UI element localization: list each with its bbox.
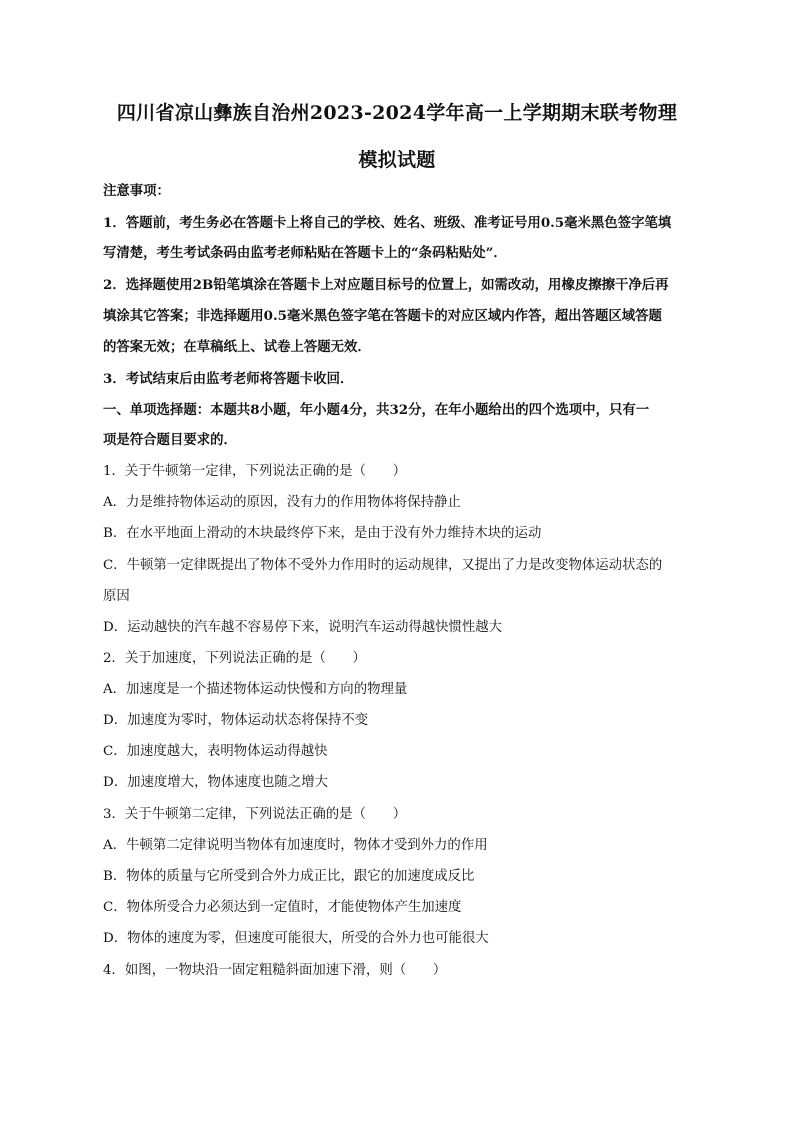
notice-item-2-line-1: 2．选择题使用2B铅笔填涂在答题卡上对应题目标号的位置上，如需改动，用橡皮擦擦干净后再 [103,277,669,293]
question-1-option-d: D．运动越快的汽车越不容易停下来，说明汽车运动得越快惯性越大 [103,620,503,635]
notice-item-1-line-2: 写清楚，考生考试条码由监考老师粘贴在答题卡上的“条码粘贴处”． [103,245,507,261]
question-1-option-c-continued: 原因 [103,589,130,604]
question-3-option-d: D．物体的速度为零，但速度可能很大，所受的合外力也可能很大 [103,931,489,946]
question-4-stem: 4．如图，一物块沿一固定粗糙斜面加速下滑，则（ ） [103,963,447,978]
question-2-option-b: D．加速度为零时，物体运动状态将保持不变 [103,713,369,728]
question-2-option-c: C．加速度越大，表明物体运动得越快 [103,744,328,759]
question-2-stem: 2．关于加速度，下列说法正确的是（ ） [103,651,366,666]
question-2-option-d: D．加速度增大，物体速度也随之增大 [103,775,328,790]
question-1-option-b: B．在水平地面上滑动的木块最终停下来，是由于没有外力维持木块的运动 [103,526,542,541]
notice-item-2-line-3: 的答案无效；在草稿纸上、试卷上答题无效． [103,339,371,355]
notice-item-2-line-2: 填涂其它答案；非选择题用0.5毫米黑色签字笔在答题卡的对应区域内作答，超出答题区域答题 [103,308,662,324]
title-line-1: 四川省凉山彝族自治州2023-2024学年高一上学期期末联考物理 [116,102,678,124]
question-3-stem: 3．关于牛顿第二定律，下列说法正确的是（ ） [103,807,407,822]
title-line-2: 模拟试题 [358,149,436,171]
question-2-option-a: A．加速度是一个描述物体运动快慢和方向的物理量 [103,682,408,697]
section-1-line-2: 项是符合题目要求的． [103,432,237,448]
question-3-option-c: C．物体所受合力必须达到一定值时，才能使物体产生加速度 [103,900,462,915]
notice-heading: 注意事项： [103,183,170,199]
question-3-option-b: B．物体的质量与它所受到合外力成正比，跟它的加速度成反比 [103,869,475,884]
notice-item-3: 3．考试结束后由监考老师将答题卡收回． [103,371,354,387]
section-1-line-1: 一、单项选择题：本题共8小题，年小题4分，共32分，在年小题给出的四个选项中，只有一 [103,402,650,418]
question-1-stem: 1．关于牛顿第一定律，下列说法正确的是（ ） [103,464,407,479]
question-1-option-a: A．力是维持物体运动的原因，没有力的作用物体将保持静止 [103,495,461,510]
notice-item-1-line-1: 1．答题前，考生务必在答题卡上将自己的学校、姓名、班级、准考证号用0.5毫米黑色签字笔填 [103,215,672,231]
question-3-option-a: A．牛顿第二定律说明当物体有加速度时，物体才受到外力的作用 [103,838,488,853]
question-1-option-c: C．牛顿第一定律既提出了物体不受外力作用时的运动规律，又提出了力是改变物体运动状态的 [103,558,663,573]
